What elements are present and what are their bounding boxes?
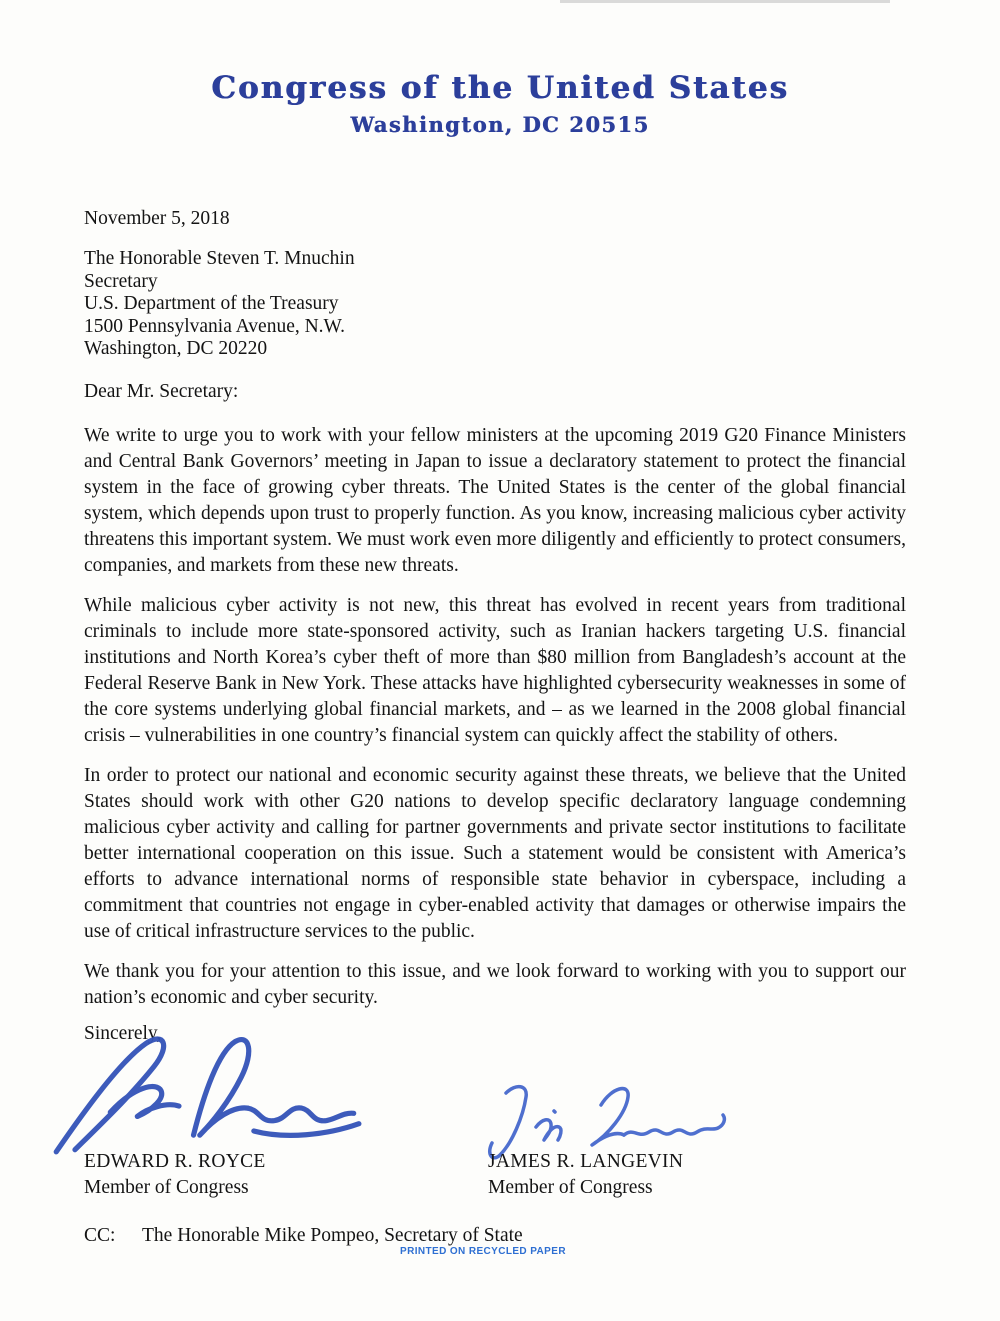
signer-title: Member of Congress bbox=[488, 1176, 653, 1198]
recipient-line: U.S. Department of the Treasury bbox=[84, 293, 339, 314]
recipient-line: 1500 Pennsylvania Avenue, N.W. bbox=[84, 315, 346, 337]
signer-block-royce bbox=[84, 1149, 266, 1201]
body-paragraph-3: In order to protect our national and economic security against these threats, we believe that the United States should work with other G20 nations to develop specific declaratory language condemning malicious cyber activity and calling for partner governments and private sector institutions to facilitate better international cooperation on this issue. Such a statement would be consistent with America’s efforts to advance international norms of responsible state behavior in cyberspace, including a commitment that countries not engage in cyber-enabled activity that damages or otherwise impairs the use of critical infrastructure services to the public. bbox=[84, 764, 906, 942]
signature-section bbox=[84, 1049, 906, 1199]
letter-body bbox=[84, 206, 906, 1249]
signer-title: Member of Congress bbox=[84, 1176, 249, 1198]
date-line: November 5, 2018 bbox=[84, 208, 230, 229]
signer-name: JAMES R. LANGEVIN bbox=[488, 1150, 684, 1172]
letterhead-title: Congress of the United States bbox=[211, 70, 789, 106]
recipient-line: The Honorable Steven T. Mnuchin bbox=[84, 248, 355, 269]
recipient-line: Secretary bbox=[84, 270, 158, 292]
letterhead-subtitle: Washington, DC 20515 bbox=[350, 112, 650, 137]
recipient-line: Washington, DC 20220 bbox=[84, 338, 268, 359]
body-paragraph-4: We thank you for your attention to this issue, and we look forward to working with you to support our nation’s economic and cyber security. bbox=[84, 960, 906, 1008]
cc-label: CC: bbox=[84, 1224, 116, 1246]
recycled-paper-note: PRINTED ON RECYCLED PAPER bbox=[400, 1246, 566, 1257]
salutation: Dear Mr. Secretary: bbox=[84, 380, 239, 402]
body-paragraph-2: While malicious cyber activity is not new, this threat has evolved in recent years from traditional criminals to include more state-sponsored activity, such as Iranian hackers targeting U.S. financial institutions and North Korea’s cyber theft of more than $80 million from Bangladesh’s account at the Federal Reserve Bank in New York. These attacks have highlighted cybersecurity weaknesses in some of the core systems underlying global financial markets, and – as we learned in the 2008 global financial crisis – vulnerabilities in one country’s financial system can quickly affect the stability of others. bbox=[84, 594, 906, 746]
signer-name: EDWARD R. ROYCE bbox=[84, 1150, 266, 1172]
signer-block-langevin bbox=[488, 1149, 683, 1201]
letterhead bbox=[0, 70, 1000, 137]
recipient-block bbox=[84, 248, 906, 361]
closing: Sincerely, bbox=[84, 1022, 162, 1044]
cc-text: The Honorable Mike Pompeo, Secretary of State bbox=[142, 1224, 523, 1246]
cc-line bbox=[84, 1223, 906, 1249]
scan-artifact-line bbox=[560, 0, 890, 3]
edward-royce-signature-icon bbox=[50, 1027, 362, 1157]
body-paragraph-1: We write to urge you to work with your fellow ministers at the upcoming 2019 G20 Finance Ministers and Central Bank Governors’ meeting in Japan to issue a declaratory statement to protect the financial system in the face of growing cyber threats. The United States is the center of the global financial system, which depends upon trust to properly function. As you know, increasing malicious cyber activity threatens this important system. We must work even more diligently and efficiently to protect consumers, companies, and markets from these new threats. bbox=[84, 424, 906, 576]
